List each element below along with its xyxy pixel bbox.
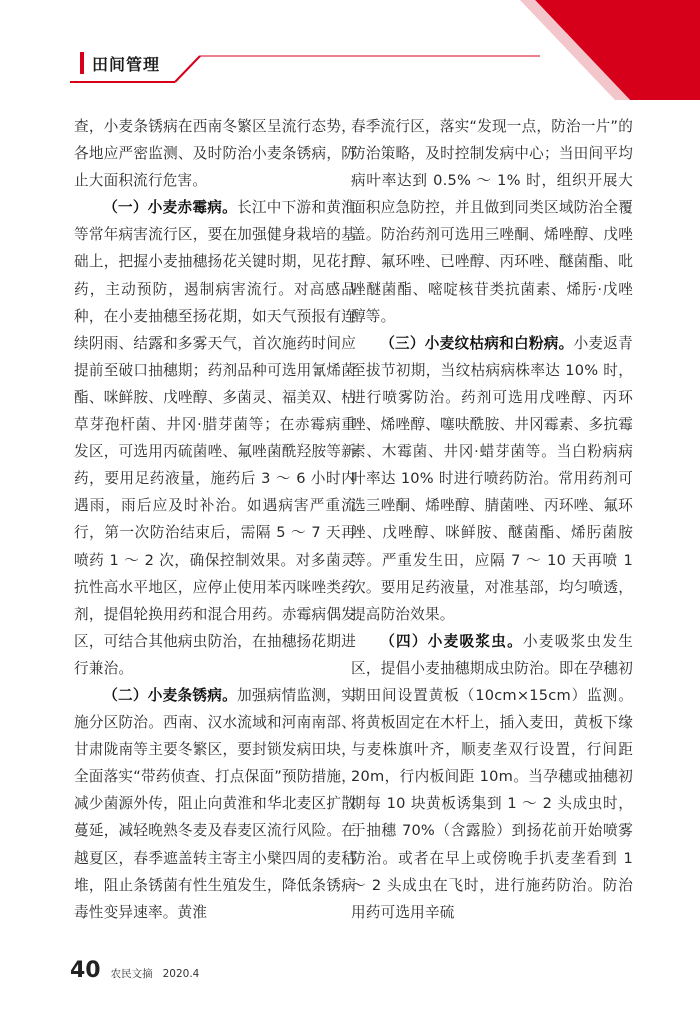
subheading-wheat-midge: （四）小麦吸浆虫。 [380, 632, 523, 650]
paragraph-sharp-eyespot-powdery-mildew [351, 330, 633, 628]
body-sharp-eyespot-powdery-mildew: 小麦返青至拔节初期，当纹枯病病株率达 10% 时，进行喷雾防治。药剂可选用戊唑醇、丙环唑、烯唑醇、噻呋酰胺、井冈霉素、多抗霉素、木霉菌、井冈·蜡芽菌等。当白粉病病叶率达 10% 时进行喷药防治。常用药剂可选三唑酮、烯唑醇、腈菌唑、丙环唑、氟环唑、戊唑醇、咪鲜胺、醚菌酯、烯肟菌胺等。严重发生田，应隔 7 ～ 10 天再喷 1 次。要用足药液量，对准基部，均匀喷透，提高防治效果。 [351, 334, 633, 623]
page-footer [70, 958, 199, 988]
paragraph-intro-continued: 查，小麦条锈病在西南冬繁区呈流行态势，各地应严密监测、及时防治小麦条锈病，防止大面积流行危害。 [74, 118, 356, 190]
magazine-name: 农民文摘 [110, 968, 153, 980]
section-title: 田间管理 [92, 55, 161, 74]
paragraph-stripe-rust [74, 682, 356, 926]
issue-number: 2020.4 [162, 968, 200, 980]
article-column-right [351, 113, 633, 926]
header-underline-slant [175, 56, 200, 82]
subheading-sharp-eyespot-powdery-mildew: （三）小麦纹枯病和白粉病。 [380, 334, 574, 352]
body-wheat-scab: 长江中下游和黄淮等常年病害流行区，要在加强健身栽培的基础上，把握小麦抽穗扬花关键时期，见花打药，主动预防，遏制病害流行。对高感品种，在小麦抽穗至扬花期，如天气预报有连续阴雨、结露和多雾天气，首次施药时间应提前至破口抽穗期；药剂品种可选用氰烯菌酯、咪鲜胺、戊唑醇、多菌灵、福美双、枯草芽孢杆菌、井冈·腊芽菌等；在赤霉病重发区，可选用丙硫菌唑、氟唑菌酰羟胺等新药，要用足药液量，施药后 3 ～ 6 小时内遇雨，雨后应及时补治。如遇病害严重流行，第一次防治结束后，需隔 5 ～ 7 天再喷药 1 ～ 2 次，确保控制效果。对多菌灵抗性高水平地区，应停止使用苯丙咪唑类药剂，提倡轮换用药和混合用药。赤霉病偶发区，可结合其他病虫防治，在抽穗扬花期进行兼治。 [74, 199, 356, 677]
paragraph-stripe-rust-continued: 春季流行区，落实“发现一点，防治一片”的防治策略，及时控制发病中心；当田间平均病叶率达到 0.5% ～ 1% 时，组织开展大面积应急防控，并且做到同类区域防治全覆盖。防治药剂可选用三唑酮、烯唑醇、戊唑醇、氟环唑、已唑醇、丙环唑、醚菌酯、吡唑醚菌酯、嘧啶核苷类抗菌素、烯肟·戊唑醇等。 [351, 118, 633, 325]
page-header [0, 0, 700, 100]
header-accent-bar [80, 52, 84, 74]
article-column-left [74, 113, 356, 926]
paragraph-wheat-scab [74, 194, 356, 682]
header-decoration [0, 0, 700, 100]
body-wheat-midge: 小麦吸浆虫发生区，提倡小麦抽穗期成虫防治。即在孕穗初期田间设置黄板（10cm×15cm）监测。将黄板固定在木杆上，插入麦田，黄板下缘与麦株旗叶齐，顺麦垄双行设置，行间距 20m，行内板间距 10m。当孕穗或抽穗初期每 10 块黄板诱集到 1 ～ 2 头成虫时，于抽穗 70%（含露脸）到扬花前开始喷雾防治。或者在早上或傍晚手扒麦垄看到 1 ～ 2 头成虫在飞时，进行施药防治。防治用药可选用辛硫 [351, 632, 633, 921]
subheading-stripe-rust: （二）小麦条锈病。 [103, 686, 238, 704]
page-number: 40 [70, 958, 101, 983]
subheading-wheat-scab: （一）小麦赤霉病。 [103, 199, 238, 217]
header-red-corner [535, 0, 700, 100]
paragraph-wheat-midge [351, 628, 633, 926]
body-stripe-rust: 加强病情监测，实施分区防治。西南、汉水流域和河南南部、甘肃陇南等主要冬繁区，要封锁发病田块，全面落实“带药侦查、打点保面”预防措施，减少菌源外传，阻止向黄淮和华北麦区扩散蔓延，减轻晚熟冬麦及春麦区流行风险。在越夏区，春季遮盖转主寄主小檗四周的麦秸堆，阻止条锈菌有性生殖发生，降低条锈病毒性变异速率。黄淮 [74, 686, 356, 921]
